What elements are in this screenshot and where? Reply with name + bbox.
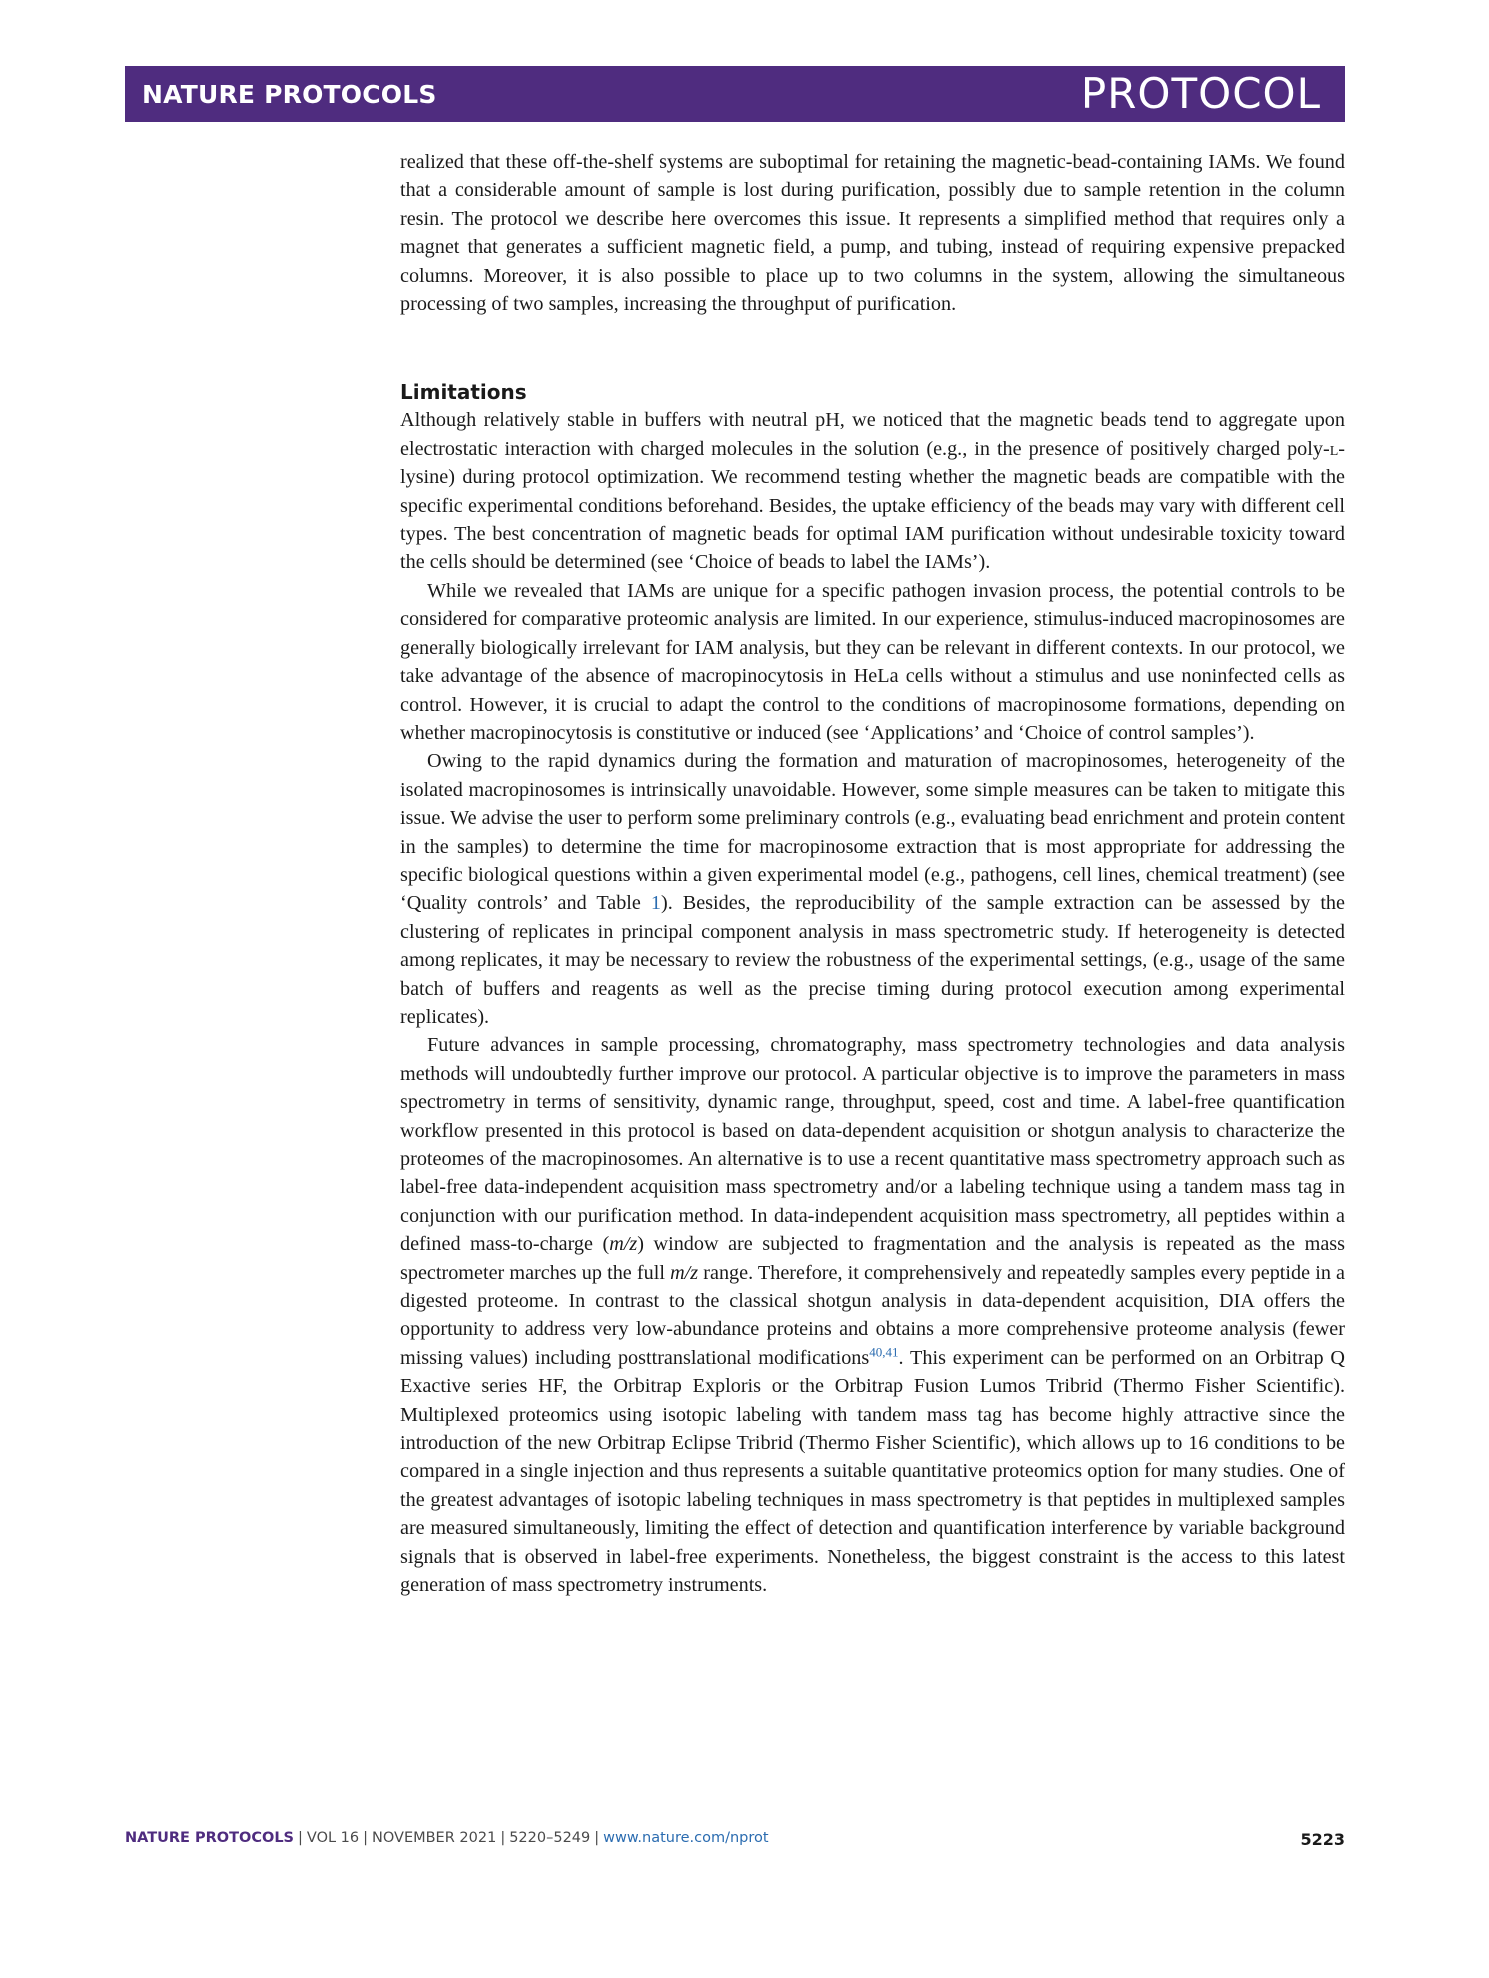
limitations-paragraph-3	[400, 747, 1345, 1031]
table-reference-link[interactable]: 1	[650, 892, 661, 915]
footer-pages: 5220–5249	[509, 1830, 591, 1846]
text-span: ) window are subjected to fragmentation and the analysis is repeated as the mass spectrometer marches up the full	[400, 1233, 1345, 1284]
text-span: ). Besides, the reproducibility of the sample extraction can be assessed by the clustering of replicates in principal component analysis in mass spectrometric study. If heterogeneity is detected among replicates, it may be necessary to review the robustness of the experimental settings, (e.g., usage of the same batch of buffers and reagents as well as the precise timing during protocol execution among experimental replicates).	[400, 892, 1345, 1028]
text-span: Owing to the rapid dynamics during the formation and maturation of macropinosomes, heterogeneity of the isolated macropinosomes is intrinsically unavoidable. However, some simple measures can be taken to mitigate this issue. We advise the user to perform some preliminary controls (e.g., evaluating bead enrichment and protein content in the samples) to determine the time for macropinosome extraction that is most appropriate for addressing the specific biological questions within a given experimental model (e.g., pathogens, cell lines, chemical treatment) (see ‘Quality controls’ and Table	[400, 750, 1345, 915]
limitations-paragraph-2: While we revealed that IAMs are unique for a specific pathogen invasion process, the potential controls to be considered for comparative proteomic analysis are limited. In our experience, stimulus-induced macropinosomes are generally biologically irrelevant for IAM analysis, but they can be relevant in different contexts. In our protocol, we take advantage of the absence of macropinocytosis in HeLa cells without a stimulus and use noninfected cells as control. However, it is crucial to adapt the control to the conditions of macropinosome formations, depending on whether macropinocytosis is constitutive or induced (see ‘Applications’ and ‘Choice of control samples’).	[400, 579, 1345, 744]
footer-citation	[125, 1830, 769, 1846]
citation-superscript-link[interactable]: 40,41	[869, 1344, 899, 1360]
footer-date: NOVEMBER 2021	[372, 1830, 497, 1846]
limitations-paragraph-4	[400, 1031, 1345, 1599]
text-span: -lysine) during protocol optimization. We recommend testing whether the magnetic beads are compatible with the specific experimental conditions beforehand. Besides, the uptake efficiency of the beads may vary with different cell types. The best concentration of magnetic beads for optimal IAM purification without undesirable toxicity toward the cells should be determined (see ‘Choice of beads to label the IAMs’).	[400, 437, 1345, 574]
limitations-heading: Limitations	[400, 380, 527, 405]
article-type: PROTOCOL	[1080, 69, 1321, 118]
mz-italic: m/z	[609, 1233, 638, 1256]
page-number: 5223	[1300, 1830, 1345, 1849]
intro-paragraph: realized that these off-the-shelf systems are suboptimal for retaining the magnetic-bead-containing IAMs. We found that a considerable amount of sample is lost during purification, possibly due to sample retention in the column resin. The protocol we describe here overcomes this issue. It represents a simplified method that requires only a magnet that generates a sufficient magnetic field, a pump, and tubing, instead of requiring expensive prepacked columns. Moreover, it is also possible to place up to two columns in the system, allowing the simultaneous processing of two samples, increasing the throughput of purification.	[400, 151, 1345, 316]
footer-separator: |	[298, 1830, 303, 1846]
text-span: Future advances in sample processing, chromatography, mass spectrometry technologies and data analysis methods will undoubtedly further improve our protocol. A particular objective is to improve the parameters in mass spectrometry in terms of sensitivity, dynamic range, throughput, speed, cost and time. A label-free quantification workflow presented in this protocol is based on data-dependent acquisition or shotgun analysis to characterize the proteomes of the macropinosomes. An alternative is to use a recent quantitative mass spectrometry approach such as label-free data-independent acquisition mass spectrometry and/or a labeling technique using a tandem mass tag in conjunction with our purification method. In data-independent acquisition mass spectrometry, all peptides within a defined mass-to-charge (	[400, 1034, 1345, 1256]
footer-separator: |	[500, 1830, 506, 1846]
footer-journal-name: NATURE PROTOCOLS	[125, 1830, 295, 1846]
section-spacer	[400, 318, 1345, 378]
limitations-paragraph-1	[400, 406, 1345, 576]
footer-url-link[interactable]: www.nature.com/nprot	[603, 1830, 769, 1846]
text-span: . This experiment can be performed on an Orbitrap Q Exactive series HF, the Orbitrap Exploris or the Orbitrap Fusion Lumos Tribrid (Thermo Fisher Scientific). Multiplexed proteomics using isotopic labeling with tandem mass tag has become highly attractive since the introduction of the new Orbitrap Eclipse Tribrid (Thermo Fisher Scientific), which allows up to 16 conditions to be compared in a single injection and thus represents a suitable quantitative proteomics option for many studies. One of the greatest advantages of isotopic labeling techniques in mass spectrometry is that peptides in multiplexed samples are measured simultaneously, limiting the effect of detection and quantification interference by variable background signals that is observed in label-free experiments. Nonetheless, the biggest constraint is the access to this latest generation of mass spectrometry instruments.	[400, 1346, 1345, 1597]
l-small-caps: l	[1329, 437, 1339, 460]
text-span: Although relatively stable in buffers with neutral pH, we noticed that the magnetic beads tend to aggregate upon electrostatic interaction with charged molecules in the solution (e.g., in the presence of positively charged poly-	[400, 409, 1345, 460]
mz-italic: m/z	[670, 1261, 699, 1284]
text-span: range. Therefore, it comprehensively and repeatedly samples every peptide in a digested proteome. In contrast to the classical shotgun analysis in data-dependent acquisition, DIA offers the opportunity to address very low-abundance proteins and obtains a more comprehensive proteome analysis (fewer missing values) including posttranslational modifications	[400, 1261, 1346, 1369]
footer-volume: VOL 16	[306, 1830, 360, 1846]
journal-header-bar	[125, 66, 1345, 122]
journal-name: NATURE PROTOCOLS	[142, 80, 437, 109]
footer-separator: |	[363, 1830, 369, 1846]
page-footer	[125, 1830, 1345, 1854]
footer-separator: |	[594, 1830, 600, 1846]
article-body	[400, 148, 1345, 1600]
